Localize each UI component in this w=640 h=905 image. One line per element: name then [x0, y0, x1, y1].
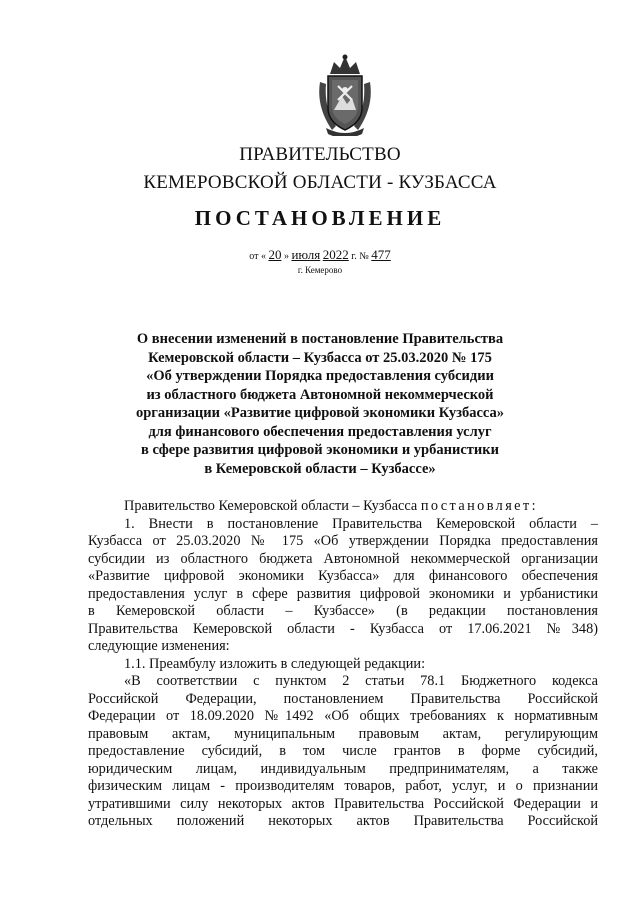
number-label: № — [359, 251, 369, 262]
body-line: 1.1. Преамбулу изложить в следующей редакции: — [124, 655, 426, 672]
body-line: юридическим лицам, индивидуальным предпринимателям, а также — [88, 760, 598, 777]
body-line: в Кемеровской области – Кузбассе» (в редакции постановления — [88, 603, 598, 619]
body-line: следующие изменения: — [88, 638, 230, 654]
subject-line: в Кемеровской области – Кузбассе» — [204, 460, 436, 477]
subject-line: «Об утверждении Порядка предоставления субсидии — [146, 368, 494, 384]
date-prefix: от « — [249, 251, 266, 262]
date-number-line — [0, 247, 640, 263]
document-type-title: ПОСТАНОВЛЕНИЕ — [194, 206, 446, 230]
date-month: июля — [291, 247, 321, 262]
body-line: Правительства Кемеровской области - Кузбасса от 17.06.2021 №348) — [88, 620, 598, 637]
body-line: утратившими силу некоторых актов Правительства Российской Федерации и — [88, 795, 598, 812]
body-line: отдельных положений некоторых актов Правительства Российской — [88, 813, 598, 829]
date-year: 2022 — [322, 247, 349, 262]
subject-line: для финансового обеспечения предоставления услуг — [148, 423, 492, 440]
subject-line: организации «Развитие цифровой экономики Кузбасса» — [135, 405, 505, 421]
subject-line: О внесении изменений в постановление Правительства — [136, 331, 504, 347]
body-line: предоставление субсидий, в том числе грантов в форме субсидий, — [88, 743, 598, 759]
coat-of-arms-icon — [314, 52, 376, 136]
body-line: правовым актам, муниципальным правовым актам, регулирующим — [88, 725, 598, 742]
body-line: Федерации от 18.09.2020 №1492 «Об общих требованиях к нормативным — [88, 708, 598, 724]
body-line: субсидии из областного бюджета Автономной некоммерческой организации — [88, 550, 598, 567]
body-line: предоставления услуг в сфере развития цифровой экономики и урбанистики — [88, 585, 598, 602]
document-body — [88, 498, 598, 831]
subject-line: в сфере развития цифровой экономики и урбанистики — [141, 442, 499, 458]
document-number: 477 — [371, 247, 391, 262]
body-line: «В соответствии с пунктом 2 статьи 78.1 Бюджетного кодекса — [124, 673, 598, 689]
date-day: 20 — [268, 247, 282, 262]
government-name-line2: КЕМЕРОВСКОЙ ОБЛАСТИ - КУЗБАССА — [143, 172, 497, 193]
body-line: 1. Внести в постановление Правительства Кемеровской области – — [124, 515, 598, 532]
subject-line: Кемеровской области – Кузбасса от 25.03.2020 № 175 — [148, 349, 492, 366]
body-line: Российской Федерации, постановлением Правительства Российской — [88, 690, 598, 707]
city-name: г. Кемерово — [297, 265, 343, 275]
date-mid: » — [283, 251, 289, 262]
intro-line — [88, 498, 598, 516]
date-suffix: г. — [351, 251, 357, 262]
body-line: физическим лицам - производителям товаров, работ, услуг, и о признании — [88, 778, 598, 794]
body-line: «Развитие цифровой экономики Кузбасса» для финансового обеспечения — [88, 568, 598, 584]
subject-line: из областного бюджета Автономной некоммерческой — [146, 386, 494, 403]
intro-text: Правительство Кемеровской области – Кузбасса — [124, 498, 421, 514]
body-line: Кузбасса от 25.03.2020 № 175 «Об утверждении Порядка предоставления — [88, 533, 598, 549]
resolves-word: постановляет: — [420, 498, 538, 514]
government-name-line1: ПРАВИТЕЛЬСТВО — [239, 144, 401, 165]
document-subject — [0, 330, 640, 478]
